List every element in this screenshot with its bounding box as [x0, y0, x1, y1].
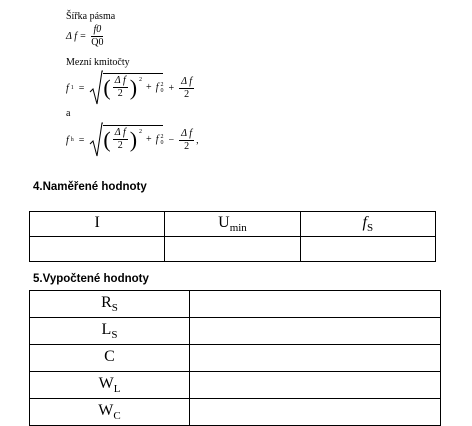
- f1-subscript: 1: [70, 85, 74, 91]
- header-cell: $U_{min}$: [165, 212, 300, 237]
- sqrt-sign: [89, 70, 103, 106]
- value-cell[interactable]: [165, 237, 300, 262]
- delta-fraction: $\frac{\text{Δ f}}{2}$: [114, 127, 126, 151]
- value-cell[interactable]: [190, 372, 441, 399]
- and-word: a: [66, 108, 71, 119]
- delta-fraction-outer: $\frac{\text{Δ f}}{2}$: [181, 127, 193, 152]
- f1-symbol: f: [66, 82, 69, 94]
- bandwidth-numerator: f0: [93, 24, 102, 35]
- bandwidth-denominator: Q0: [91, 37, 104, 48]
- f0-term: f: [155, 82, 159, 93]
- trailing-comma: ,: [196, 134, 199, 146]
- value-cell[interactable]: [190, 345, 441, 372]
- bandwidth-label: Šířka pásma: [66, 11, 116, 22]
- value-cell[interactable]: [300, 237, 435, 262]
- bandwidth-formula-lhs: Δ f =: [66, 31, 87, 42]
- cutoff-label: Mezní kmitočty: [66, 57, 130, 68]
- value-cell[interactable]: [190, 318, 441, 345]
- table-row: [30, 291, 441, 318]
- bandwidth-fraction: [89, 25, 105, 48]
- cutoff-formula-upper: [66, 122, 199, 158]
- f1-sign: +: [168, 82, 175, 94]
- delta-fraction-outer: $\frac{\text{Δ f}}{2}$: [181, 75, 193, 100]
- label-cell: $W_C$: [30, 399, 190, 426]
- f1-equals: =: [78, 82, 85, 94]
- header-cell: I: [30, 212, 165, 237]
- value-cell[interactable]: [190, 291, 441, 318]
- section5-title: 5.Vypočtené hodnoty: [33, 273, 149, 285]
- sqrt-radicand: ( $\frac{\text{Δ f}}{2}$ ) 2 + f 2 0: [103, 74, 164, 100]
- f2-subscript: h: [70, 137, 74, 143]
- header-cell: $f_S$: [300, 212, 435, 237]
- square-exponent: 2: [139, 76, 143, 83]
- table-row: [30, 399, 441, 426]
- bandwidth-formula: [66, 25, 105, 48]
- label-cell: $L_S$: [30, 318, 190, 345]
- table-header-row: [30, 212, 436, 237]
- table-row: [30, 237, 436, 262]
- f2-sign: −: [168, 134, 175, 146]
- f2-equals: =: [78, 134, 85, 146]
- table-row: [30, 372, 441, 399]
- delta-denominator: 2: [117, 88, 123, 99]
- section4-title: 4.Naměřené hodnoty: [33, 181, 147, 193]
- table-row: [30, 345, 441, 372]
- plus-sign: +: [146, 82, 152, 93]
- value-cell[interactable]: [30, 237, 165, 262]
- table-row: [30, 318, 441, 345]
- sqrt-radicand: ( $\frac{\text{Δ f}}{2}$ ) 2 + f 2 0: [103, 126, 164, 152]
- f2-symbol: f: [66, 134, 69, 146]
- measured-values-table: [29, 211, 436, 262]
- delta-numerator: Δ f: [114, 75, 126, 86]
- cutoff-formula-lower: [66, 70, 194, 106]
- label-cell: $R_S$: [30, 291, 190, 318]
- label-cell: $W_L$: [30, 372, 190, 399]
- delta-fraction: [113, 76, 128, 99]
- value-cell[interactable]: [190, 399, 441, 426]
- computed-values-table: [29, 290, 441, 426]
- sqrt-sign: [89, 122, 103, 158]
- label-cell: C: [30, 345, 190, 372]
